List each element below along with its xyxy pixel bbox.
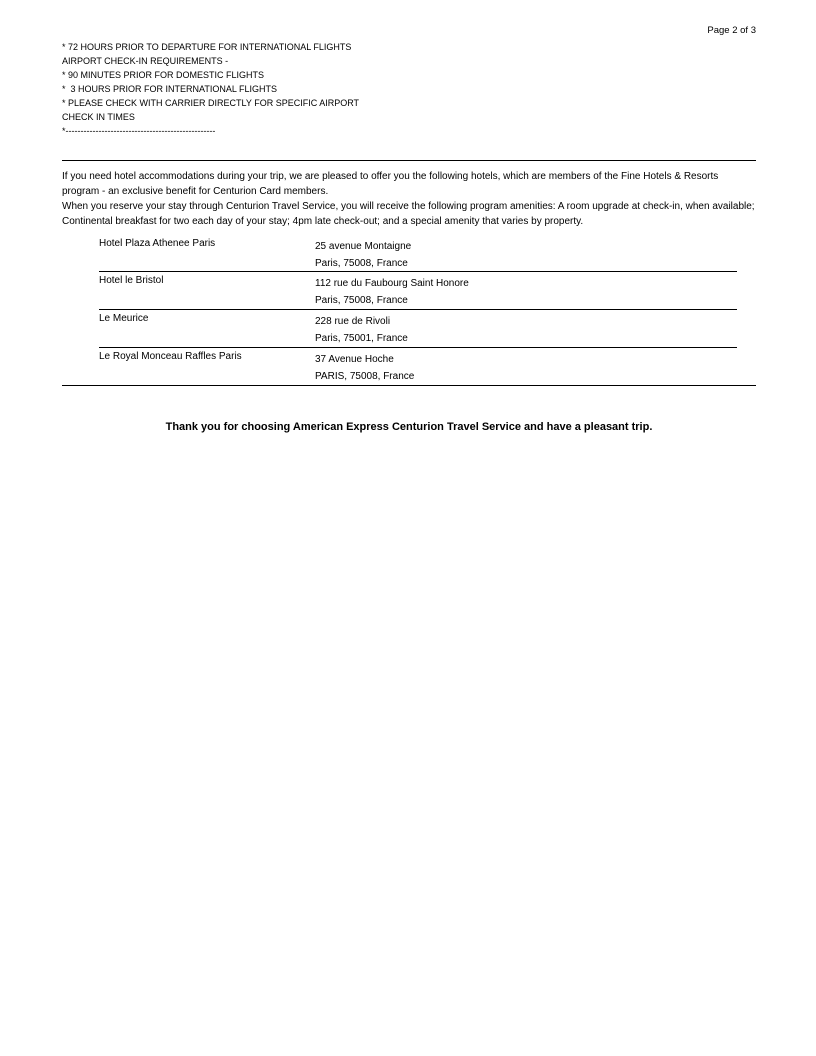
hotel-name: Hotel Plaza Athenee Paris xyxy=(99,238,216,249)
hotel-name: Hotel le Bristol xyxy=(99,275,164,286)
hotel-table xyxy=(62,235,756,386)
hotel-address-line1: 228 rue de Rivoli xyxy=(315,316,391,327)
hotel-row xyxy=(99,235,737,272)
hotel-address xyxy=(315,351,414,385)
hotel-address xyxy=(315,275,469,309)
checkin-note-line: * 3 HOURS PRIOR FOR INTERNATIONAL FLIGHTS xyxy=(62,84,278,94)
hotel-address-line2: PARIS, 75008, France xyxy=(315,371,415,382)
hotel-address-line2: Paris, 75008, France xyxy=(315,295,408,306)
hotel-address-line1: 25 avenue Montaigne xyxy=(315,241,412,252)
checkin-note-line: AIRPORT CHECK-IN REQUIREMENTS - xyxy=(62,56,229,66)
hotel-row xyxy=(99,272,737,310)
hotel-address-line2: Paris, 75001, France xyxy=(315,333,408,344)
section-divider xyxy=(62,160,756,161)
hotel-address xyxy=(315,238,411,272)
hotel-row xyxy=(99,310,737,348)
hotel-name: Le Royal Monceau Raffles Paris xyxy=(99,351,242,362)
hotel-address-line1: 112 rue du Faubourg Saint Honore xyxy=(315,278,469,289)
hotel-address xyxy=(315,313,408,347)
checkin-note-line: * 72 HOURS PRIOR TO DEPARTURE FOR INTERNATIONAL FLIGHTS xyxy=(62,42,352,52)
checkin-note-line: CHECK IN TIMES xyxy=(62,112,135,122)
hotel-address-line1: 37 Avenue Hoche xyxy=(315,354,394,365)
hotel-name: Le Meurice xyxy=(99,313,149,324)
intro-paragraph: When you reserve your stay through Centurion Travel Service, you will receive the following program amenities: A room upgrade at check-in, when available; Continental breakfast for two each day of your stay; 4pm late check-out; and a special amenity that varies by property. xyxy=(62,201,755,227)
page-number: Page 2 of 3 xyxy=(707,25,756,36)
checkin-note-line: *-------------------------------------------------- xyxy=(62,126,216,136)
checkin-note-line: * 90 MINUTES PRIOR FOR DOMESTIC FLIGHTS xyxy=(62,70,265,80)
hotel-intro xyxy=(62,169,756,229)
intro-paragraph: If you need hotel accommodations during your trip, we are pleased to offer you the following hotels, which are members of the Fine Hotels & Resorts program - an exclusive benefit for Centurion Card members. xyxy=(62,171,719,197)
closing-thanks: Thank you for choosing American Express Centurion Travel Service and have a pleasant trip. xyxy=(165,421,653,433)
checkin-note-line: * PLEASE CHECK WITH CARRIER DIRECTLY FOR SPECIFIC AIRPORT xyxy=(62,98,360,108)
hotel-row xyxy=(62,348,756,386)
hotel-address-line2: Paris, 75008, France xyxy=(315,258,408,269)
checkin-notes xyxy=(62,40,562,138)
